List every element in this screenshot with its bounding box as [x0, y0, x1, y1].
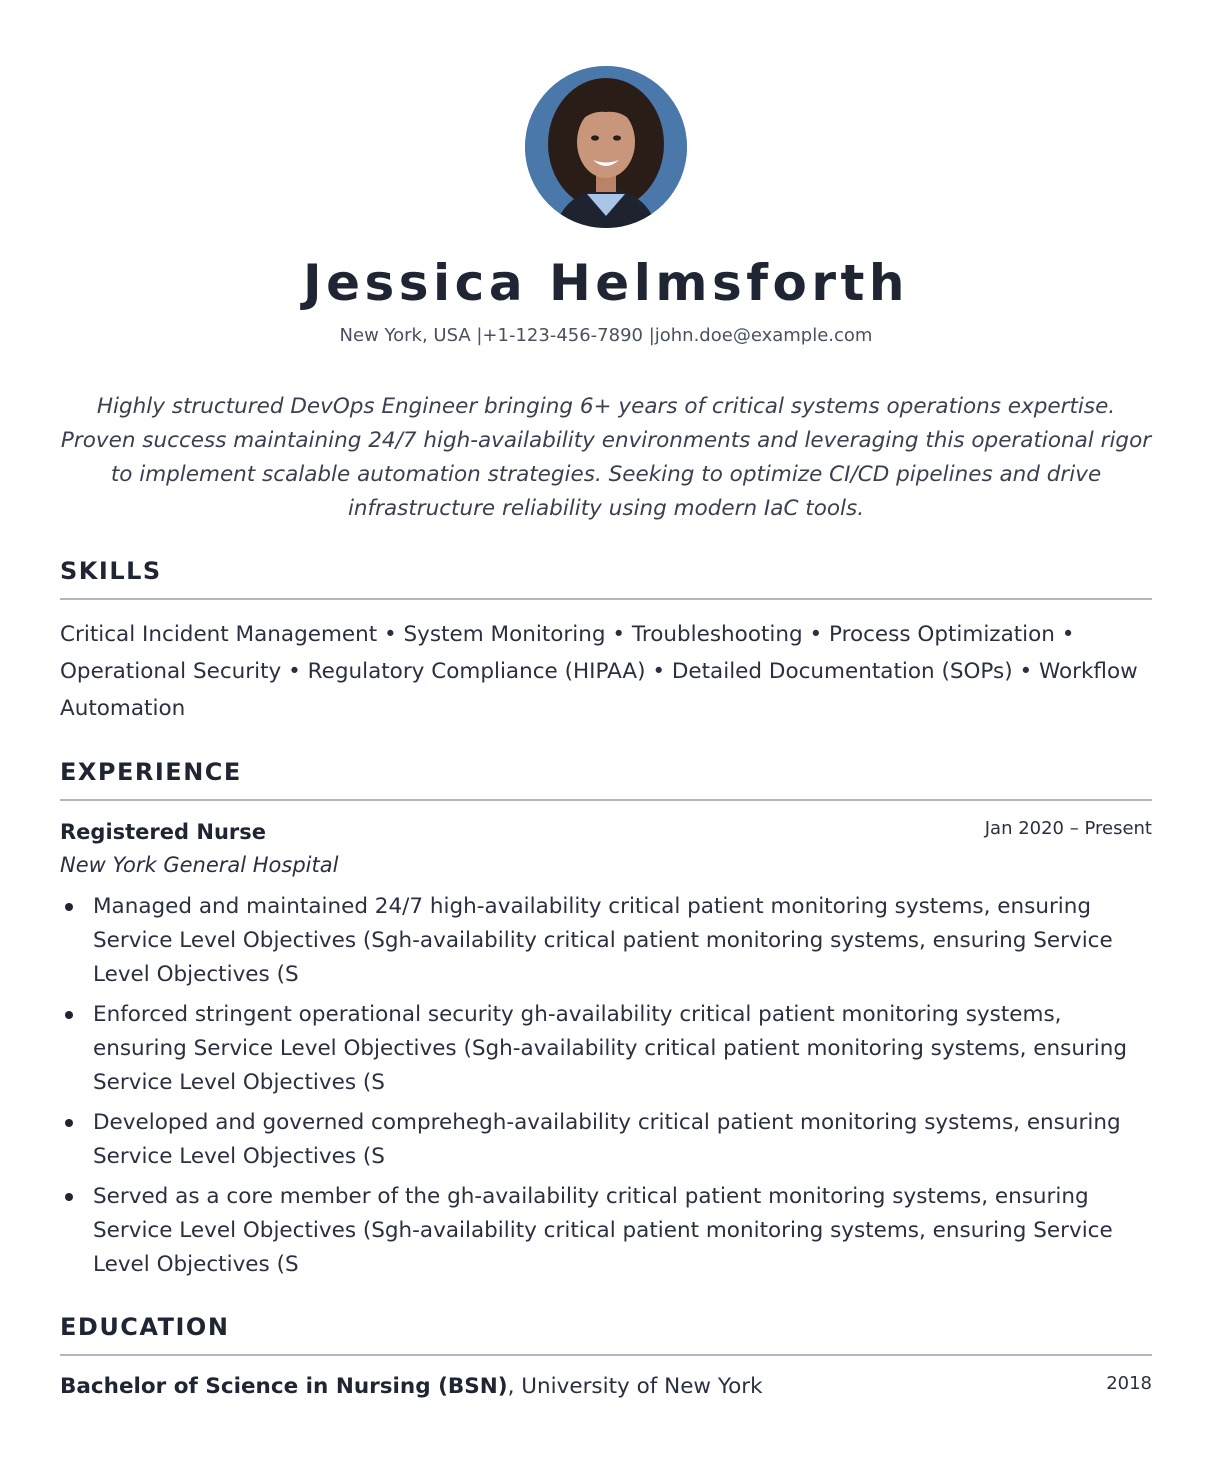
list-item [60, 998, 1152, 1100]
experience-divider [60, 799, 1152, 801]
degree-name: Bachelor of Science in Nursing (BSN) [60, 1374, 508, 1399]
profile-photo [525, 66, 687, 228]
candidate-name: Jessica Helmsforth [303, 254, 909, 312]
bullet-text: Managed and maintained 24/7 high-availability critical patient monitoring systems, ensuring Service Level Objectives (Sgh-availability critical patient monitoring systems, ensuring Service Level Objectives (S [93, 894, 1113, 987]
list-item [60, 1106, 1152, 1174]
job-bullet-list [60, 890, 1152, 1288]
education-entry [60, 1371, 763, 1403]
education-heading: EDUCATION [60, 1313, 230, 1341]
bullet-dot-icon [65, 1011, 73, 1019]
list-item [60, 890, 1152, 992]
bullet-dot-icon [65, 1193, 73, 1201]
education-divider [60, 1354, 1152, 1356]
bullet-dot-icon [65, 1119, 73, 1127]
professional-summary: Highly structured DevOps Engineer bringing 6+ years of critical systems operations expertise. Proven success maintaining 24/7 high-availability environments and leveraging this operational rigor to implement scalable automation strategies. Seeking to optimize CI/CD pipelines and drive infrastructure reliability using modern IaC tools. [60, 394, 1152, 521]
job-company: New York General Hospital [60, 853, 339, 877]
profile-photo-illustration [525, 66, 687, 228]
contact-info: New York, USA |+1-123-456-7890 |john.doe@example.com [339, 325, 873, 346]
job-dates: Jan 2020 – Present [984, 818, 1152, 839]
bullet-text: Developed and governed comprehegh-availability critical patient monitoring systems, ensuring Service Level Objectives (S [93, 1110, 1121, 1169]
skills-divider [60, 598, 1152, 600]
job-role: Registered Nurse [60, 820, 266, 844]
skills-list: Critical Incident Management • System Monitoring • Troubleshooting • Process Optimization • Operational Security • Regulatory Compliance (HIPAA) • Detailed Documentation (SOPs) • Workflow Automation [60, 622, 1138, 721]
bullet-text: Enforced stringent operational security gh-availability critical patient monitoring systems, ensuring Service Level Objectives (Sgh-availability critical patient monitoring systems, ensuring Service Level Objectives (S [93, 1002, 1128, 1095]
skills-heading: SKILLS [60, 557, 162, 585]
experience-heading: EXPERIENCE [60, 758, 242, 786]
bullet-dot-icon [65, 903, 73, 911]
bullet-text: Served as a core member of the gh-availability critical patient monitoring systems, ensuring Service Level Objectives (Sgh-availability critical patient monitoring systems, ensuring Service Level Objectives (S [93, 1184, 1113, 1277]
school-name: , University of New York [507, 1374, 763, 1399]
graduation-year: 2018 [1106, 1373, 1152, 1394]
list-item [60, 1180, 1152, 1282]
